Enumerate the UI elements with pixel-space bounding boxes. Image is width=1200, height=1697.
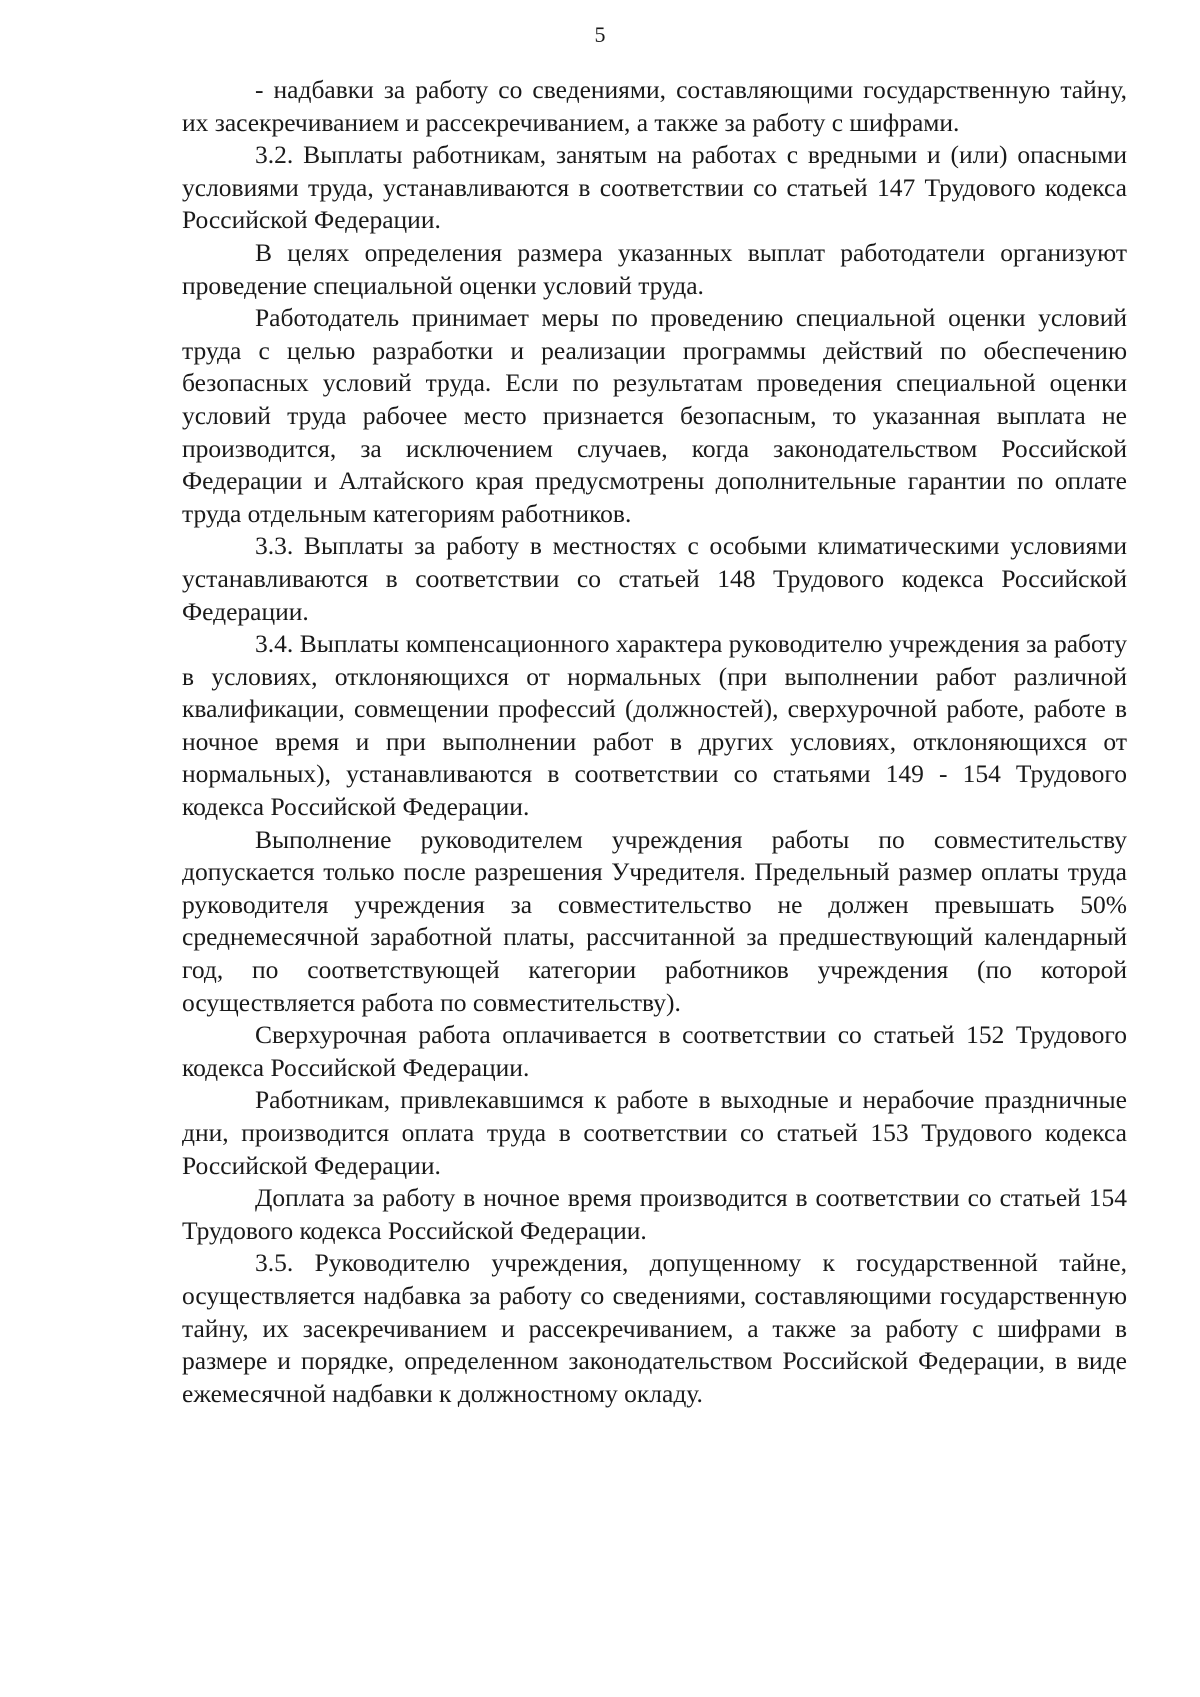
paragraph-3-3-climatic-conditions: 3.3. Выплаты за работу в местностях с особыми климатическими условиями устанавливаются в соответствии со статьей 148 Трудового кодекса Российской Федерации. — [182, 531, 1127, 626]
page-number: 5 — [594, 22, 606, 47]
paragraph-night-work-payment: Доплата за работу в ночное время производится в соответствии со статьей 154 Трудового кодекса Российской Федерации. — [182, 1183, 1127, 1245]
paragraph-3-4-compensation-director: 3.4. Выплаты компенсационного характера руководителю учреждения за работу в условиях, отклоняющихся от нормальных (при выполнении работ различной квалификации, совмещении профессий (должностей), сверхурочной работе, работе в ночное время и при выполнении работ в других условиях, отклоняющихся от нормальных), устанавливаются в соответствии со статьями 149 - 154 Трудового кодекса Российской Федерации. — [182, 629, 1127, 822]
paragraph-special-assessment-purpose: В целях определения размера указанных выплат работодатели организуют проведение специальной оценки условий труда. — [182, 237, 1127, 300]
paragraph-bonus-state-secret-list-item: - надбавки за работу со сведениями, составляющими государственную тайну, их засекречиванием и рассекречиванием, а также за работу с шифрами. — [182, 75, 1127, 137]
paragraph-3-5-state-secret-bonus: 3.5. Руководителю учреждения, допущенному к государственной тайне, осуществляется надбавка за работу со сведениями, составляющими государственную тайну, их засекречиванием и рассекречиванием, а также за работу с шифрами в размере и порядке, определенном законодательством Российской Федерации, в виде ежемесячной надбавки к должностному окладу. — [182, 1248, 1127, 1408]
paragraph-3-2-hazardous-conditions: 3.2. Выплаты работникам, занятым на работах с вредными и (или) опасными условиями труда, устанавливаются в соответствии со статьей 147 Трудового кодекса Российской Федерации. — [182, 140, 1127, 235]
paragraph-part-time-work: Выполнение руководителем учреждения работы по совместительству допускается только после разрешения Учредителя. Предельный размер оплаты труда руководителя учреждения за совместительство не должен превышать 50% среднемесячной заработной платы, рассчитанной за предшествующий календарный год, по соответствующей категории работников учреждения (по которой осуществляется работа по совместительству). — [182, 824, 1127, 1017]
paragraph-holiday-work-payment: Работникам, привлекавшимся к работе в выходные и нерабочие праздничные дни, производится оплата труда в соответствии со статьей 153 Трудового кодекса Российской Федерации. — [182, 1085, 1127, 1180]
paragraph-overtime-payment: Сверхурочная работа оплачивается в соответствии со статьей 152 Трудового кодекса Российской Федерации. — [182, 1020, 1127, 1082]
document-body — [182, 74, 1127, 1410]
paragraph-employer-measures: Работодатель принимает меры по проведению специальной оценки условий труда с целью разработки и реализации программы действий по обеспечению безопасных условий труда. Если по результатам проведения специальной оценки условий труда рабочее место признается безопасным, то указанная выплата не производится, за исключением случаев, когда законодательством Российской Федерации и Алтайского края предусмотрены дополнительные гарантии по оплате труда отдельным категориям работников. — [182, 303, 1127, 528]
